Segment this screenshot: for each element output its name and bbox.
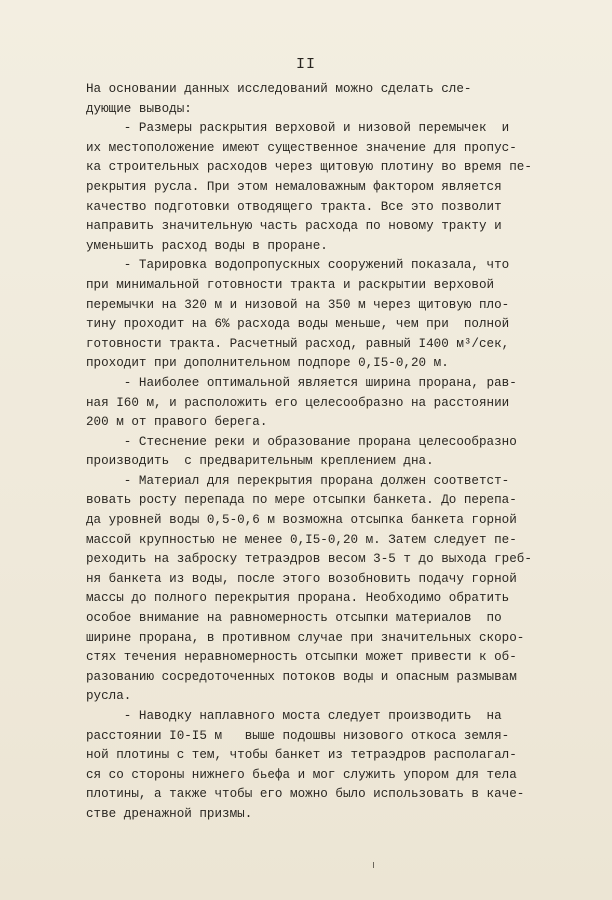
text-line: при минимальной готовности тракта и раскрытии верховой [86, 277, 495, 292]
text-line: да уровней воды 0,5-0,6 м возможна отсыпка банкета горной [86, 513, 517, 528]
text-line: ширине прорана, в противном случае при значительных скоро- [86, 630, 525, 645]
text-line: направить значительную часть расхода по новому тракту и [86, 219, 502, 234]
text-line: уменьшить расход воды в проране. [86, 238, 328, 253]
text-line: стях течения неравномерность отсыпки может привести к об- [86, 650, 517, 665]
paragraph [86, 433, 556, 472]
text-line: особое внимание на равномерность отсыпки материалов по [86, 611, 502, 626]
text-line: - Размеры раскрытия верховой и низовой перемычек и [86, 121, 510, 136]
text-line: проходит при дополнительном подпоре 0,I5-0,20 м. [86, 356, 449, 371]
paragraph [86, 374, 556, 433]
paragraph [86, 80, 556, 119]
text-line: ная I60 м, и расположить его целесообразно на расстоянии [86, 395, 510, 410]
text-line: реходить на заброску тетраэдров весом 3-5 т до выхода греб- [86, 552, 532, 567]
text-line: тину проходит на 6% расхода воды меньше, чем при полной [86, 317, 510, 332]
text-line: вовать росту перепада по мере отсыпки банкета. До перепа- [86, 493, 517, 508]
text-line: - Материал для перекрытия прорана должен соответст- [86, 473, 510, 488]
paragraph [86, 472, 556, 707]
text-line: массы до полного перекрытия прорана. Необходимо обратить [86, 591, 510, 606]
stray-mark [373, 862, 374, 868]
text-line: - Тарировка водопропускных сооружений показала, что [86, 258, 510, 273]
paragraph [86, 256, 556, 374]
text-line: перемычки на 320 м и низовой на 350 м через щитовую пло- [86, 297, 510, 312]
body-text [86, 80, 556, 825]
text-line: рекрытия русла. При этом немаловажным фактором является [86, 179, 502, 194]
text-line: плотины, а также чтобы его можно было использовать в каче- [86, 787, 525, 802]
text-line: производить с предварительным креплением дна. [86, 454, 434, 469]
text-line: ня банкета из воды, после этого возобновить подачу горной [86, 571, 517, 586]
text-line: ся со стороны нижнего бьефа и мог служить упором для тела [86, 767, 517, 782]
text-line: На основании данных исследований можно сделать сле- [86, 82, 472, 96]
text-line: разованию сосредоточенных потоков воды и опасным размывам [86, 669, 517, 684]
text-line: качество подготовки отводящего тракта. Все это позволит [86, 199, 502, 214]
text-line: расстоянии I0-I5 м выше подошвы низового откоса земля- [86, 728, 510, 743]
text-line: массой крупностью не менее 0,I5-0,20 м. Затем следует пе- [86, 532, 517, 547]
page-number: II [295, 56, 316, 73]
text-line: - Стеснение реки и образование прорана целесообразно [86, 434, 517, 449]
text-line: 200 м от правого берега. [86, 415, 268, 430]
text-line: ной плотины с тем, чтобы банкет из тетраэдров располагал- [86, 748, 517, 763]
text-line: готовности тракта. Расчетный расход, равный I400 м³/сек, [86, 336, 510, 351]
text-line: русла. [86, 689, 132, 704]
text-line: - Наводку наплавного моста следует производить на [86, 709, 502, 723]
paragraph [86, 119, 556, 256]
text-line: стве дренажной призмы. [86, 806, 253, 821]
text-line: ка строительных расходов через щитовую плотину во время пе- [86, 160, 532, 175]
text-line: дующие выводы: [86, 101, 192, 116]
paragraph [86, 707, 556, 825]
text-line: - Наиболее оптимальной является ширина прорана, рав- [86, 375, 517, 390]
text-line: их местоположение имеют существенное значение для пропус- [86, 140, 517, 155]
